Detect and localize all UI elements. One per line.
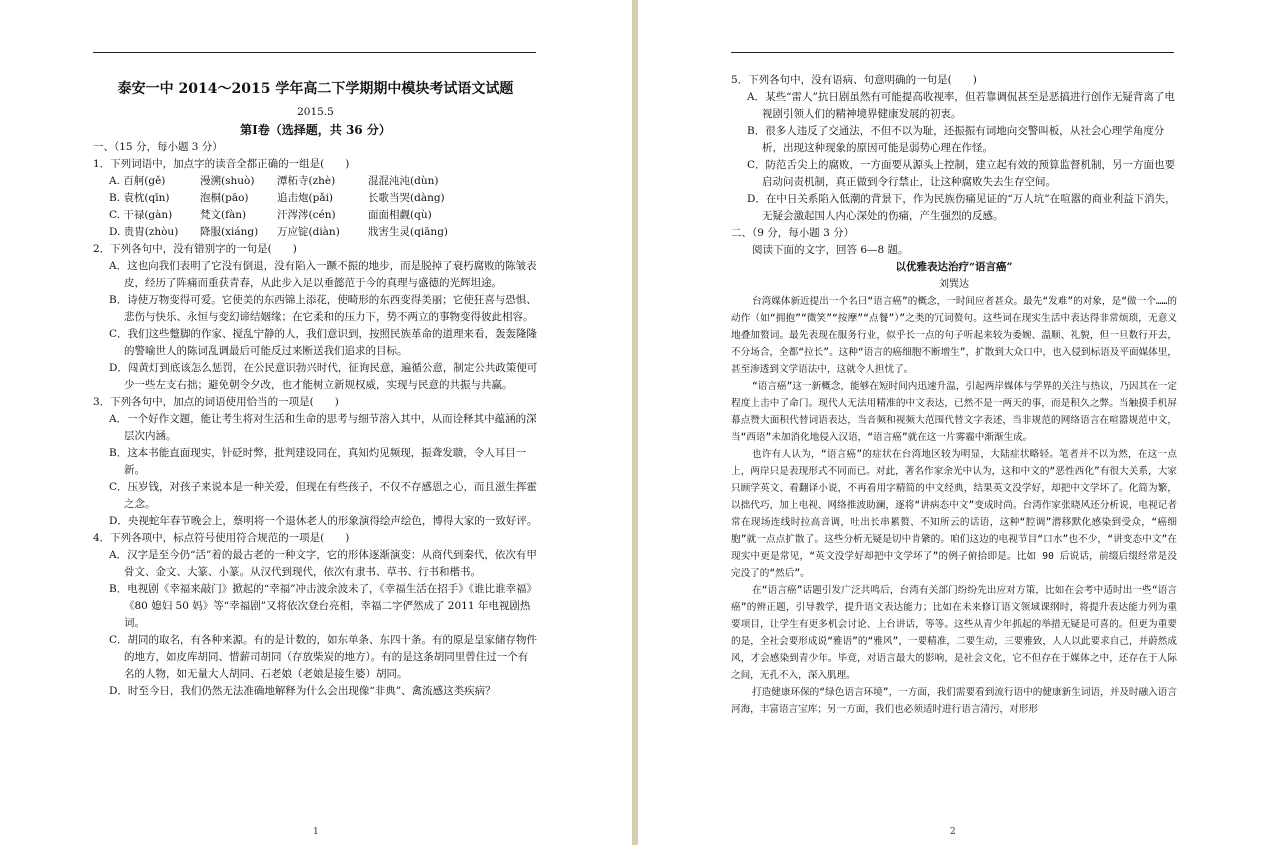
option-cell: D. 贵胄(zhòu) — [109, 226, 179, 238]
article-paragraph: 打造健康环保的“绿色语言环境”，一方面，我们需要看到流行语中的健康新生词语，并及时融入语言河海，丰富语言宝库；另一方面，我们也必须适时进行语言清污，对形形 — [731, 687, 1177, 715]
reading-instruction: 阅读下面的文字，回答 6—8 题。 — [752, 244, 909, 256]
part-heading: 第Ⅰ卷（选择题，共 36 分） — [240, 123, 391, 137]
option-cell: 漫溯(shuò) — [200, 175, 255, 187]
page-2 — [638, 0, 1271, 845]
page-1-content — [93, 78, 538, 700]
question-3-option-b: B．这本书能直面现实，针砭时弊，批判建设同在，真知灼见频现，振聋发聩，令人耳目一新。 — [109, 447, 527, 476]
page-2-content — [731, 72, 1177, 718]
section-2-heading: 二、（9 分，每小题 3 分） — [731, 227, 855, 239]
option-cell: B. 袁枕(qīn) — [109, 192, 170, 204]
question-1-row-c — [93, 207, 538, 224]
question-3-option-c: C．压岁钱，对孩子来说本是一种关爱，但现在有些孩子，不仅不存感恩之心，而且滋生挥霍之念。 — [109, 481, 538, 510]
question-1-row-a — [93, 173, 538, 190]
article-paragraph: 也许有人认为，“语言癌”的症状在台湾地区较为明显，大陆症状略轻。笔者并不以为然，在这一点上，两岸只是表现形式不同而已。对此，著名作家余光中认为，这和中文的“恶性西化”有很大关系，大家只顾学英文、看翻译小说，不再看用字精简的中文经典，结果英文没学好，却把中文学坏了。化简为繁，以拙代巧，加上电视、网络推波助澜，逐将“讲病态中文”变成时尚。台湾作家张晓风还分析说，电视记者常在现场连线时拉高音调，吐出长串累赘、不知所云的话语，这种“腔调”潜移默化感染到受众，“癌细胞”就一点点扩散了。这些分析无疑是切中肯綮的。咱们这边的电视节目“口水”也不少，“讲变态中文”在现实中更是常见，“英文没学好却把中文学坏了”的例子俯拾即是。比如 90 后说话，前缀后缀经常是没完没了的“然后”。 — [731, 449, 1177, 579]
question-5-stem: 5．下列各句中，没有语病、句意明确的一句是( ) — [731, 74, 977, 86]
question-4-stem: 4．下列各项中，标点符号使用符合规范的一项是( ) — [93, 532, 350, 544]
header-rule — [93, 52, 536, 53]
article-author: 刘巽达 — [939, 279, 969, 290]
question-3-option-a: A．一个好作文题，能让考生将对生活和生命的思考与细节溶入其中，从而诠释其中蕴涵的深层次内涵。 — [109, 413, 537, 442]
article-paragraph: 台湾媒体新近提出一个名曰“语言癌”的概念，一时间应者甚众。最先“发难”的对象，是“做一个……的动作（如“拥抱”“微笑”“按摩”“点餐”）”之类的冗词赘句。这些词在现实生活中表达得非常烦琐，无意义地叠加赘词。最先表现在服务行业，似乎长一点的句子听起来较为委婉、温顺、礼貌，但一旦数行开去，不分场合，全都“拉长”。这种“语言的癌细胞不断增生”，扩散到大众口中，也入侵到标语及平面媒体里，甚至渗透到文学语法中，这就令人担忧了。 — [731, 296, 1177, 375]
article-title: 以优雅表达治疗“语言癌” — [895, 261, 1013, 273]
question-5-option-c: C．防范舌尖上的腐败，一方面要从源头上控制，建立起有效的预算监督机制，另一方面也要启动问责机制，真正做到令行禁止，让这种腐败失去生存空间。 — [747, 159, 1176, 188]
question-1-row-b — [93, 190, 538, 207]
option-cell: C. 干禄(gàn) — [109, 209, 173, 221]
option-cell: 面面相觑(qù) — [368, 209, 432, 221]
article-paragraph: “语言癌”这一新概念，能够在短时间内迅速升温，引起两岸媒体与学界的关注与热议，乃因其在一定程度上击中了命门。现代人无法用精准的中文表达，已然不是一两天的事，而是积久之弊。当触摸手机屏幕点赞大面积代替词语表达，当音频和视频大范围代替文字表述，当非规范的网络语言在喧嚣规范中文，当“西语”未加消化地侵入汉语，“语言癌”就在这一片雾霾中渐渐生成。 — [731, 381, 1177, 443]
section-1-heading: 一、（15 分，每小题 3 分） — [93, 141, 223, 153]
question-4-option-d: D．时至今日，我们仍然无法准确地解释为什么会出现像“非典”、禽流感这类疾病？ — [109, 685, 496, 697]
option-cell: 混混沌沌(dùn) — [368, 175, 439, 187]
option-cell: 戕害生灵(qiāng) — [368, 226, 449, 238]
question-2-option-c: C．我们这些蹩脚的作家、搅乱宁静的人，我们意识到，按照民族革命的道理来看，轰轰隆隆的警喻世人的陈词乱调最后可能反过来断送我们追求的目标。 — [109, 328, 538, 357]
question-4-option-b: B．电视剧《幸福来敲门》掀起的“幸福”冲击波余波未了，《幸福生活在招手》《谁比谁幸福》《80 媳妇 50 妈》等“幸福剧”又将依次登台亮相，幸福二字俨然成了 2011 年电视剧热词。 — [109, 583, 537, 629]
header-rule — [731, 52, 1174, 53]
question-3-stem: 3．下列各句中，加点的词语使用恰当的一项是( ) — [93, 396, 339, 408]
option-cell: 汗涔涔(cén) — [277, 209, 336, 221]
question-4-option-a: A．汉字是至今仍“活”着的最古老的一种文字，它的形体逐渐演变：从商代到秦代，依次有甲骨文、金文、大篆、小篆。从汉代到现代，依次有隶书、草书、行书和楷书。 — [109, 549, 537, 578]
question-2-option-a: A．这也向我们表明了它没有倒退，没有陷入一蹶不振的地步，而是脱掉了衰朽腐败的陈皱表皮，经历了阵痛而重获青春，从此步入足以垂懿范于今的真理与盛德的光辉坦途。 — [109, 260, 537, 289]
exam-title: 泰安一中 2014～2015 学年高二下学期期中模块考试语文试题 — [117, 81, 514, 97]
exam-date: 2015.5 — [297, 106, 334, 118]
question-5-option-a: A．某些“雷人”抗日剧虽然有可能提高收视率，但若靠调侃甚至是恶搞进行创作无疑背离了电视剧引领人们的精神境界健康发展的初衷。 — [747, 91, 1175, 120]
option-cell: 万应锭(diàn) — [277, 226, 340, 238]
question-2-stem: 2．下列各句中，没有错别字的一句是( ) — [93, 243, 297, 255]
option-cell: 长歌当哭(dàng) — [368, 192, 445, 204]
question-2-option-b: B．诗使万物变得可爱。它使美的东西锦上添花，使畸形的东西变得美丽；它使狂喜与恐惧、悲伤与快乐、永恒与变幻谛结姻缘；在它柔和的压力下，势不两立的事物变得彼此相容。 — [109, 294, 537, 323]
page-number: 1 — [313, 827, 319, 837]
question-1-stem: 1．下列词语中，加点字的读音全都正确的一组是( ) — [93, 158, 350, 170]
question-2-option-d: D．闯黄灯到底该怎么惩罚，在公民意识勃兴时代，征询民意，遍循公意，制定公共政策便可少一些左支右拙；避免朝令夕改，也才能树立新规权威，实现与民意的共振与共赢。 — [109, 362, 538, 391]
question-5-option-d: D．在中日关系陷入低潮的背景下，作为民族伤痛见证的“万人坑”在喧嚣的商业利益下消失，无疑会激起国人内心深处的伤痛，产生强烈的反感。 — [747, 193, 1176, 222]
option-cell: A. 百舸(gě) — [109, 175, 166, 187]
question-5-option-b: B．很多人违反了交通法，不但不以为耻，还振振有词地向交警叫板，从社会心理学角度分析，出现这种现象的原因可能是弱势心理在作怪。 — [747, 125, 1165, 154]
option-cell: 潭柘寺(zhè) — [277, 175, 336, 187]
question-3-option-d: D．央视蛇年春节晚会上，蔡明将一个退休老人的形象演得绘声绘色，博得大家的一致好评。 — [109, 515, 538, 527]
article-paragraph: 在“语言癌”话题引发广泛共鸣后，台湾有关部门纷纷先出应对方策，比如在会考中适时出一些“语言癌”的辨正题，引导教学，提升语文表达能力；比如在未来修订语文领域课纲时，将提升表达能力列为重要项目，让学生有更多机会讨论、上台讲话，等等。这些从青少年抓起的举措无疑是可喜的。但更为重要的是，全社会要形成说“雅语”的“雅风”，一要精准，二要生动，三要雅致，人人以此要求自己，并蔚然成风，才会感染到青少年。毕竟，对语言最大的影响，是社会文化，它不但存在于媒体之中，还存在于人际之间，无孔不入，深入肌理。 — [731, 585, 1177, 681]
page-1 — [0, 0, 632, 845]
question-1-row-d — [93, 224, 538, 241]
option-cell: 泡桐(pāo) — [200, 192, 249, 204]
page-number: 2 — [950, 827, 956, 837]
option-cell: 降服(xiáng) — [200, 226, 259, 238]
option-cell: 梵文(fàn) — [200, 209, 247, 221]
question-4-option-c: C．胡同的取名，有各种来源。有的是计数的，如东单条、东四十条。有的原是皇家储存物件的地方，如皮库胡同、惜薪司胡同（存放柴炭的地方）。有的是这条胡同里曾住过一个有名的人物，如无量大人胡同、石老娘（老娘是接生婆）胡同。 — [109, 634, 538, 680]
option-cell: 追击炮(pǎi) — [277, 192, 334, 204]
